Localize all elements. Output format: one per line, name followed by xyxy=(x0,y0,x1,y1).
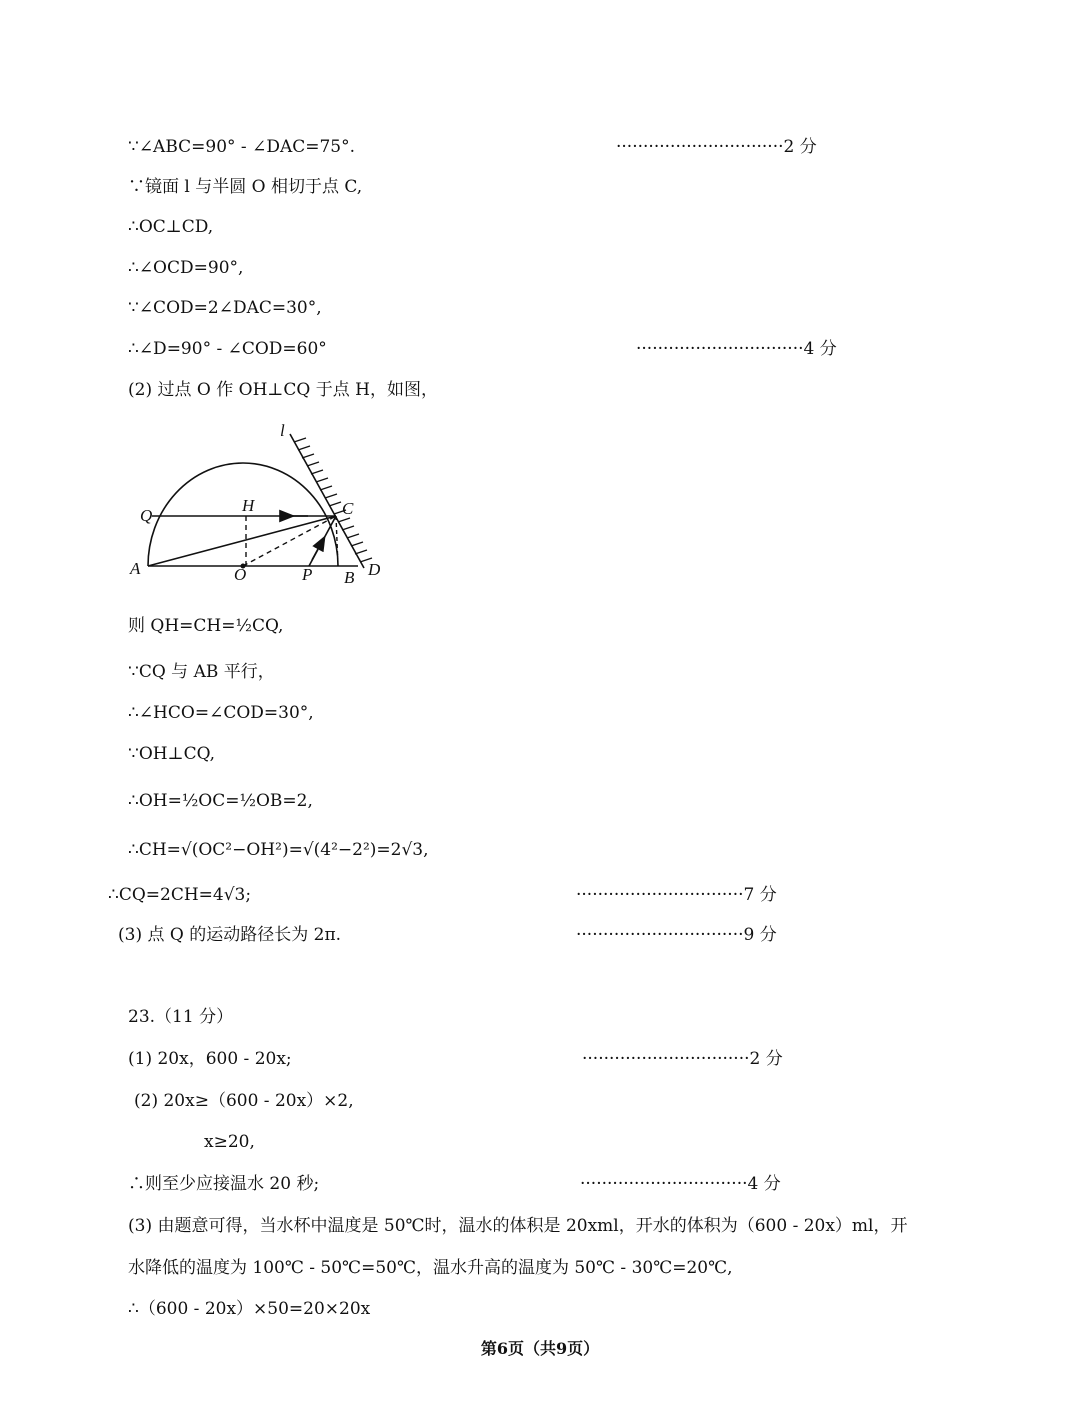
line-q23-part3-b: 水降低的温度为 100℃ - 50℃=50℃，温水升高的温度为 50℃ - 30℃=20℃, xyxy=(128,1258,733,1278)
score-q23-2-points: ·······························2 分 xyxy=(582,1049,783,1069)
line-part2-construct: (2) 过点 O 作 OH⊥CQ 于点 H，如图， xyxy=(128,380,438,400)
label-d: D xyxy=(368,560,381,579)
label-b: B xyxy=(344,568,355,587)
line-part3-path: (3) 点 Q 的运动路径长为 2π. xyxy=(118,925,342,945)
line-q23-equation: ∴（600 - 20x）×50=20×20x xyxy=(128,1299,371,1319)
line-mirror-tangent: ∵镜面 l 与半圆 O 相切于点 C, xyxy=(128,177,363,197)
label-p: P xyxy=(302,565,313,584)
line-oh-value: ∴OH=½OC=½OB=2, xyxy=(128,791,313,811)
segment-ac xyxy=(148,516,336,566)
segment-cb-dashed xyxy=(336,516,338,566)
line-ch-value: ∴CH=√(OC²−OH²)=√(4²−2²)=2√3, xyxy=(128,840,429,860)
score-2-points: ·······························2 分 xyxy=(616,137,817,157)
line-oc-perp-cd: ∴OC⊥CD, xyxy=(128,217,214,237)
label-c: C xyxy=(342,499,354,518)
line-q23-conclusion: ∴则至少应接温水 20 秒; xyxy=(128,1174,320,1194)
score-9-points: ·······························9 分 xyxy=(576,925,777,945)
line-q23-header: 23.（11 分） xyxy=(128,1007,234,1027)
line-q23-part2: (2) 20x≥（600 - 20x）×2, xyxy=(134,1091,354,1111)
score-4-points: ·······························4 分 xyxy=(636,339,837,359)
score-q23-4-points: ·······························4 分 xyxy=(580,1174,781,1194)
line-angle-cod: ∵∠COD=2∠DAC=30°, xyxy=(128,298,322,318)
score-7-points: ·······························7 分 xyxy=(576,885,777,905)
line-cq-parallel-ab: ∵CQ 与 AB 平行， xyxy=(128,662,275,682)
line-q23-part1: (1) 20x，600 - 20x; xyxy=(128,1049,292,1069)
line-q23-x-ge-20: x≥20, xyxy=(204,1132,255,1152)
label-q: Q xyxy=(140,506,153,525)
label-a: A xyxy=(130,559,141,578)
line-angle-hco: ∴∠HCO=∠COD=30°, xyxy=(128,703,314,723)
line-cq-value: ∴CQ=2CH=4√3; xyxy=(108,885,252,905)
mirror-hatching xyxy=(294,438,372,562)
label-l: l xyxy=(280,421,285,440)
label-o: O xyxy=(234,565,247,584)
line-oh-perp-cq: ∵OH⊥CQ, xyxy=(128,744,216,764)
line-q23-part3-a: (3) 由题意可得，当水杯中温度是 50℃时，温水的体积是 20xml，开水的体积为（600 - 20x）ml，开 xyxy=(128,1216,908,1236)
ray-pc-arrow xyxy=(312,538,324,560)
line-angle-ocd: ∴∠OCD=90°, xyxy=(128,258,244,278)
geometry-figure xyxy=(126,418,396,588)
line-angle-d: ∴∠D=90° - ∠COD=60° xyxy=(128,339,327,359)
label-h: H xyxy=(242,496,255,515)
page-footer: 第6页（共9页） xyxy=(480,1339,600,1358)
line-angle-abc: ∵∠ABC=90° - ∠DAC=75°. xyxy=(128,137,356,157)
line-qh-ch: 则 QH=CH=½CQ, xyxy=(128,616,284,636)
